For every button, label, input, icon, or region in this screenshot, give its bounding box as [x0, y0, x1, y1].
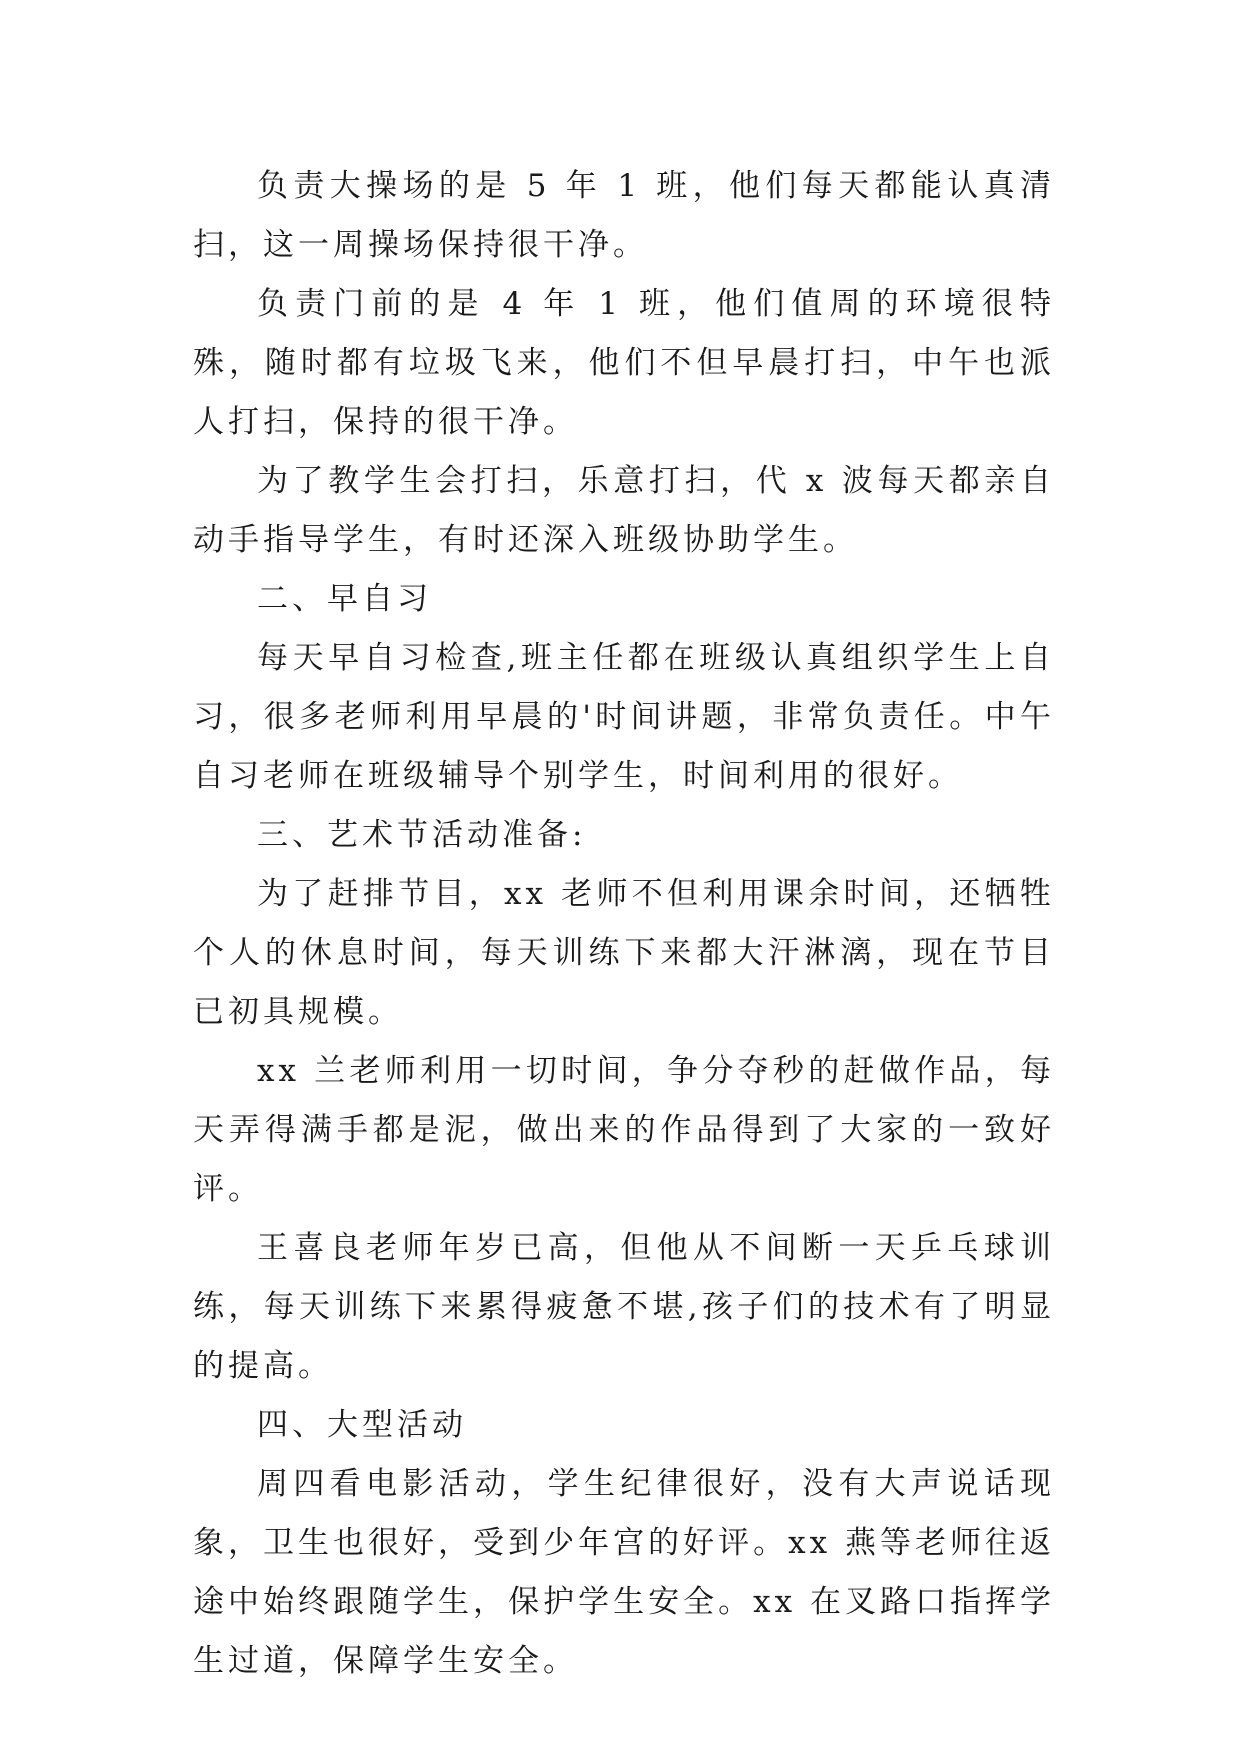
paragraph-morning-study: 每天早自习检查,班主任都在班级认真组织学生上自习，很多老师利用早晨的'时间讲题，非常负责任。中午自习老师在班级辅导个别学生，时间利用的很好。 [193, 640, 1055, 794]
paragraph-table-tennis: 王喜良老师年岁已高，但他从不间断一天乒乓球训练，每天训练下来累得疲惫不堪,孩子们的技术有了明显的提高。 [193, 1230, 1055, 1384]
paragraph-playground-cleaning: 负责大操场的是 5 年 1 班，他们每天都能认真清扫，这一周操场保持很干净。 [193, 168, 1055, 263]
paragraph-teacher-guidance: 为了教学生会打扫，乐意打扫，代 x 波每天都亲自动手指导学生，有时还深入班级协助学生。 [193, 463, 1055, 558]
section-heading-art-festival: 三、艺术节活动准备: [257, 817, 587, 853]
paragraph-artwork: xx 兰老师利用一切时间，争分夺秒的赶做作品，每天弄得满手都是泥，做出来的作品得到了大家的一致好评。 [193, 1053, 1055, 1207]
document-body [193, 157, 1055, 1691]
paragraph-gate-cleaning: 负责门前的是 4 年 1 班，他们值周的环境很特殊，随时都有垃圾飞来，他们不但早晨打扫，中午也派人打扫，保持的很干净。 [193, 286, 1055, 440]
section-heading-morning-study: 二、早自习 [257, 581, 432, 617]
section-heading-large-activity: 四、大型活动 [257, 1407, 467, 1443]
paragraph-movie-activity: 周四看电影活动，学生纪律很好，没有大声说话现象，卫生也很好，受到少年宫的好评。xx 燕等老师往返途中始终跟随学生，保护学生安全。xx 在叉路口指挥学生过道，保障学生安全。 [193, 1466, 1055, 1679]
paragraph-program-rehearsal: 为了赶排节目，xx 老师不但利用课余时间，还牺牲个人的休息时间，每天训练下来都大汗淋漓，现在节目已初具规模。 [193, 876, 1055, 1030]
